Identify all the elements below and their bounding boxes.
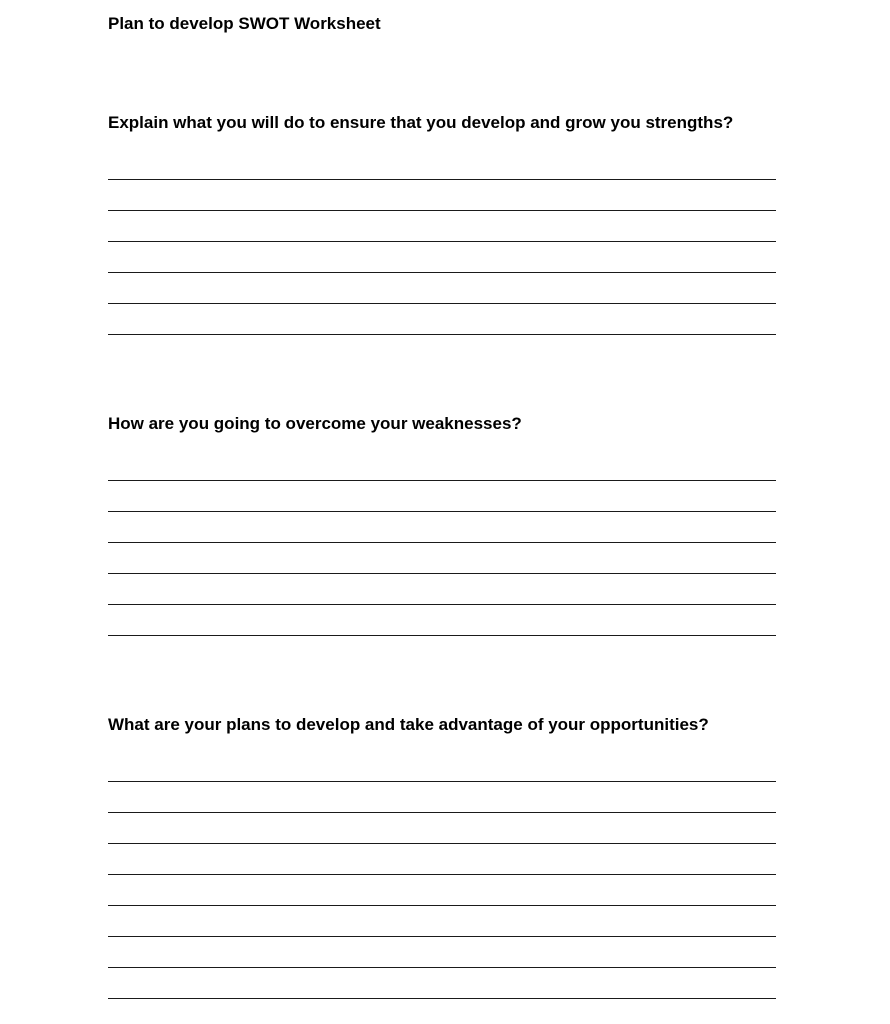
answer-line[interactable]	[108, 874, 776, 875]
answer-line[interactable]	[108, 303, 776, 304]
question-weaknesses: How are you going to overcome your weaknesses?	[108, 414, 522, 433]
answer-line[interactable]	[108, 936, 776, 937]
answer-line[interactable]	[108, 635, 776, 636]
question-strengths: Explain what you will do to ensure that you develop and grow you strengths?	[108, 113, 734, 132]
answer-line[interactable]	[108, 604, 776, 605]
answer-line[interactable]	[108, 241, 776, 242]
answer-line[interactable]	[108, 781, 776, 782]
question-opportunities: What are your plans to develop and take advantage of your opportunities?	[108, 715, 709, 734]
answer-line[interactable]	[108, 573, 776, 574]
worksheet-title: Plan to develop SWOT Worksheet	[108, 14, 381, 33]
answer-line[interactable]	[108, 511, 776, 512]
answer-line[interactable]	[108, 967, 776, 968]
answer-line[interactable]	[108, 480, 776, 481]
answer-line[interactable]	[108, 272, 776, 273]
answer-line[interactable]	[108, 812, 776, 813]
answer-line[interactable]	[108, 905, 776, 906]
answer-line[interactable]	[108, 210, 776, 211]
answer-line[interactable]	[108, 334, 776, 335]
answer-line[interactable]	[108, 179, 776, 180]
answer-line[interactable]	[108, 542, 776, 543]
answer-line[interactable]	[108, 843, 776, 844]
answer-line[interactable]	[108, 998, 776, 999]
